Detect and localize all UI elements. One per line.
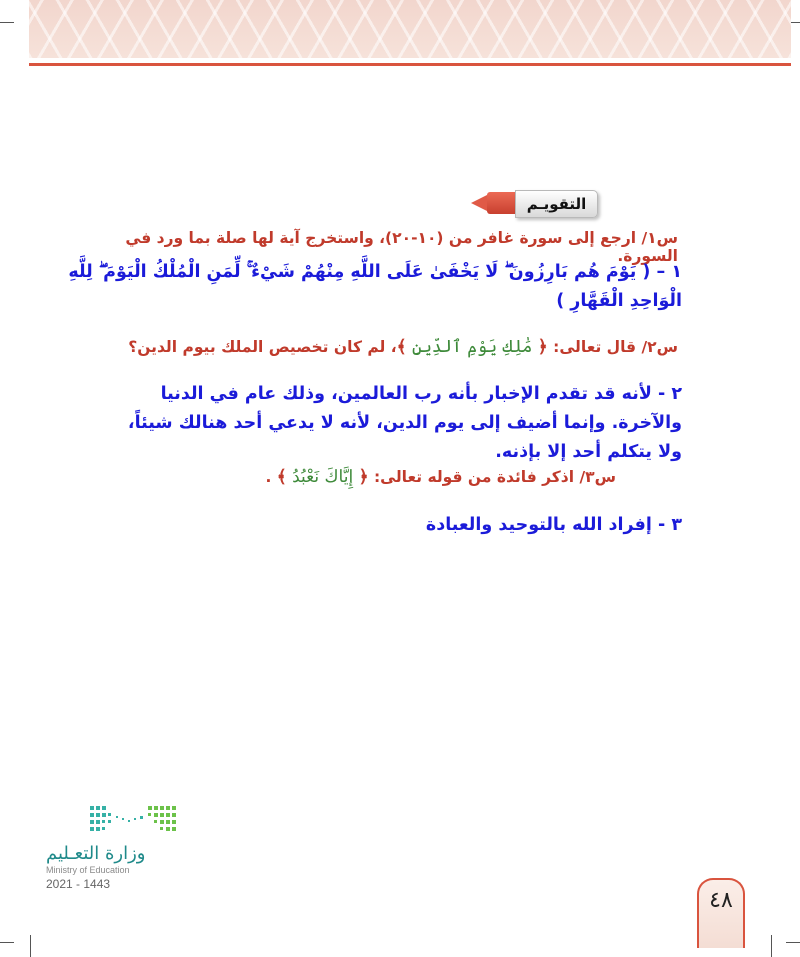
crop-mark — [0, 942, 14, 943]
header-pattern-band — [29, 0, 791, 58]
answer-1-line-1: ١ – ( يَوْمَ هُم بَارِزُونَ ۖ لَا يَخْفَىٰ عَلَى اللَّهِ مِنْهُمْ شَيْءٌ ۚ لِّمَنِ الْمُلْكُ الْيَوْمَ ۖ لِلَّهِ — [68, 262, 682, 282]
section-tab — [471, 190, 596, 216]
crop-mark — [30, 935, 31, 957]
answer-1-line-2: الْوَاحِدِ الْقَهَّارِ ) — [556, 291, 682, 311]
section-title: التقويـم — [515, 190, 598, 218]
answer-1 — [62, 258, 682, 316]
ministry-name-english: Ministry of Education — [46, 865, 130, 875]
answer-3-text: ٣ - إفراد الله بالتوحيد والعبادة — [425, 515, 682, 535]
ornate-bracket-close: ﴾ — [396, 337, 407, 357]
question-3-suffix: . — [265, 468, 272, 486]
answer-3 — [282, 511, 682, 540]
ornate-bracket-close: ﴾ — [276, 467, 287, 487]
question-2-suffix: ، لم كان تخصيص الملك بيوم الدين؟ — [128, 338, 397, 356]
crop-mark — [771, 935, 772, 957]
ornate-bracket-open: ﴿ — [358, 467, 369, 487]
crop-mark — [0, 22, 14, 23]
page-number: ٤٨ — [697, 878, 745, 948]
question-2-prefix: س٢/ قال تعالى: — [553, 338, 678, 356]
crop-mark — [786, 942, 800, 943]
question-3-prefix: س٣/ اذكر فائدة من قوله تعالى: — [373, 468, 616, 486]
ornate-bracket-open: ﴿ — [537, 337, 548, 357]
ministry-logo-icon — [86, 804, 182, 838]
question-2-verse: مَٰلِكِ يَوْمِ ٱلدِّينِ — [412, 337, 533, 357]
header-rule — [29, 63, 791, 66]
question-2 — [58, 336, 678, 357]
answer-2 — [122, 380, 682, 467]
question-1-text: س١/ ارجع إلى سورة غافر من (١٠-٢٠)، واستخرج آية لها صلة بما ورد في السورة. — [125, 229, 678, 265]
ministry-name-arabic: وزارة التعـليم — [46, 843, 146, 864]
answer-2-text: ٢ - لأنه قد تقدم الإخبار بأنه رب العالمين، وذلك عام في الدنيا والآخرة. وإنما أضيف إلى يوم الدين، لأنه لا يدعي أحد هنالك شيئاً، ولا يتكلم أحد إلا بإذنه. — [127, 384, 682, 462]
edition-year: 2021 - 1443 — [46, 877, 111, 891]
question-3 — [196, 466, 616, 487]
question-3-verse: إِيَّاكَ نَعْبُدُ — [292, 467, 354, 487]
